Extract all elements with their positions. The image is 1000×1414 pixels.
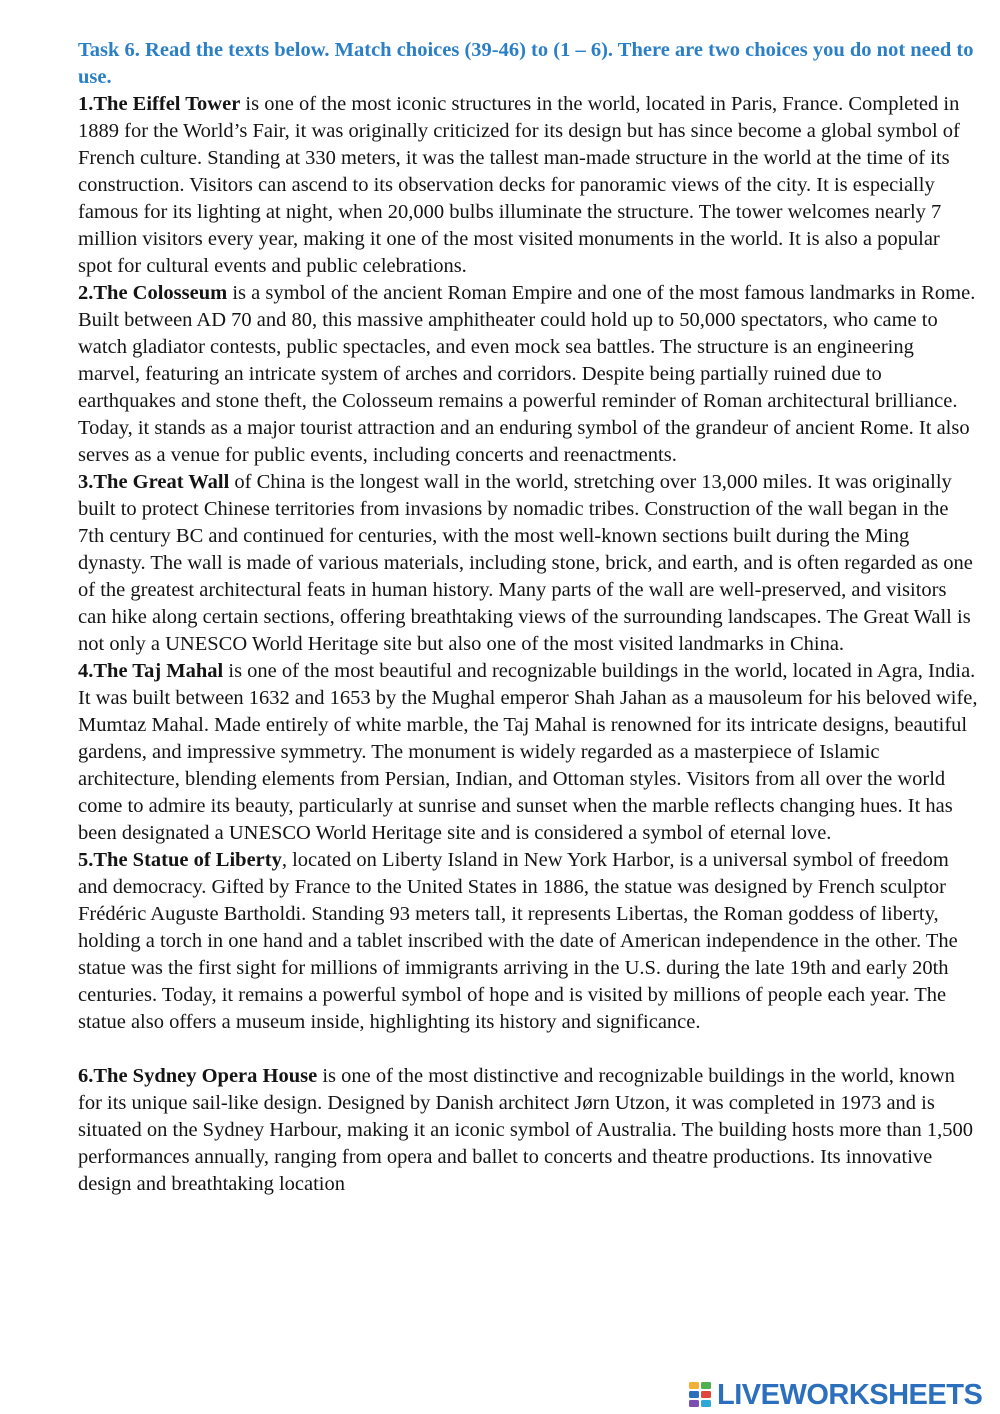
worksheet-page xyxy=(78,37,978,1198)
paragraph-taj-mahal xyxy=(78,658,978,847)
paragraph-title: 2.The Colosseum xyxy=(78,282,228,304)
paragraph-eiffel-tower xyxy=(78,91,978,280)
paragraph-text: is one of the most beautiful and recognizable buildings in the world, located in Agra, India. It was built between 1632 and 1653 by the Mughal emperor Shah Jahan as a mausoleum for his beloved wife, Mumtaz Mahal. Made entirely of white marble, the Taj Mahal is renowned for its intricate designs, beautiful gardens, and impressive symmetry. The monument is widely regarded as a masterpiece of Islamic architecture, blending elements from Persian, Indian, and Ottoman styles. Visitors from all over the world come to admire its beauty, particularly at sunrise and sunset when the marble reflects changing hues. It has been designated a UNESCO World Heritage site and is considered a symbol of eternal love. xyxy=(78,660,978,844)
paragraph-text: is one of the most iconic structures in the world, located in Paris, France. Completed in 1889 for the World’s Fair, it was originally criticized for its design but has since become a global symbol of French culture. Standing at 330 meters, it was the tallest man-made structure in the world at the time of its construction. Visitors can ascend to its observation decks for panoramic views of the city. It is especially famous for its lighting at night, when 20,000 bulbs illuminate the structure. The tower welcomes nearly 7 million visitors every year, making it one of the most visited monuments in the world. It is also a popular spot for cultural events and public celebrations. xyxy=(78,93,960,277)
paragraph-statue-of-liberty xyxy=(78,847,978,1036)
paragraph-text: of China is the longest wall in the world, stretching over 13,000 miles. It was originally built to protect Chinese territories from invasions by nomadic tribes. Construction of the wall began in the 7th century BC and continued for centuries, with the most well-known sections built during the Ming dynasty. The wall is made of various materials, including stone, brick, and earth, and is often regarded as one of the greatest architectural feats in human history. Many parts of the wall are well-preserved, and visitors can hike along certain sections, offering breathtaking views of the surrounding landscapes. The Great Wall is not only a UNESCO World Heritage site but also one of the most visited landmarks in China. xyxy=(78,471,973,655)
paragraph-title: 3.The Great Wall xyxy=(78,471,230,493)
paragraph-title: 4.The Taj Mahal xyxy=(78,660,224,682)
paragraph-title: 5.The Statue of Liberty xyxy=(78,849,282,871)
paragraph-great-wall xyxy=(78,469,978,658)
liveworksheets-watermark xyxy=(688,1376,988,1414)
paragraph-title: 6.The Sydney Opera House xyxy=(78,1065,318,1087)
paragraph-text: is a symbol of the ancient Roman Empire and one of the most famous landmarks in Rome. Built between AD 70 and 80, this massive amphitheater could hold up to 50,000 spectators, who came to watch gladiator contests, public spectacles, and even mock sea battles. The structure is an engineering marvel, featuring an intricate system of arches and corridors. Despite being partially ruined due to earthquakes and stone theft, the Colosseum remains a powerful reminder of Roman architectural brilliance. Today, it stands as a major tourist attraction and an enduring symbol of the grandeur of ancient Rome. It also serves as a venue for public events, including concerts and reenactments. xyxy=(78,282,976,466)
watermark-text: LIVEWORKSHEETS xyxy=(717,1378,983,1411)
paragraph-sydney-opera-house xyxy=(78,1063,978,1198)
liveworksheets-logo-icon xyxy=(688,1380,714,1410)
paragraph-title: 1.The Eiffel Tower xyxy=(78,93,241,115)
paragraph-text: , located on Liberty Island in New York Harbor, is a universal symbol of freedom and democracy. Gifted by France to the United States in 1886, the statue was designed by French sculptor Frédéric Auguste Bartholdi. Standing 93 meters tall, it represents Libertas, the Roman goddess of liberty, holding a torch in one hand and a tablet inscribed with the date of American independence in the other. The statue was the first sight for millions of immigrants arriving in the U.S. during the late 19th and early 20th centuries. Today, it remains a powerful symbol of hope and is visited by millions of people each year. The statue also offers a museum inside, highlighting its history and significance. xyxy=(78,849,958,1033)
paragraph-colosseum xyxy=(78,280,978,469)
paragraph-text: is one of the most distinctive and recognizable buildings in the world, known for its unique sail-like design. Designed by Danish architect Jørn Utzon, it was completed in 1973 and is situated on the Sydney Harbour, making it an iconic symbol of Australia. The building hosts more than 1,500 performances annually, ranging from opera and ballet to concerts and theatre productions. Its innovative design and breathtaking location xyxy=(78,1065,973,1195)
task-instructions: Task 6. Read the texts below. Match choices (39-46) to (1 – 6). There are two choices you do not need to use. xyxy=(78,39,974,88)
paragraph-spacer xyxy=(78,1036,978,1063)
